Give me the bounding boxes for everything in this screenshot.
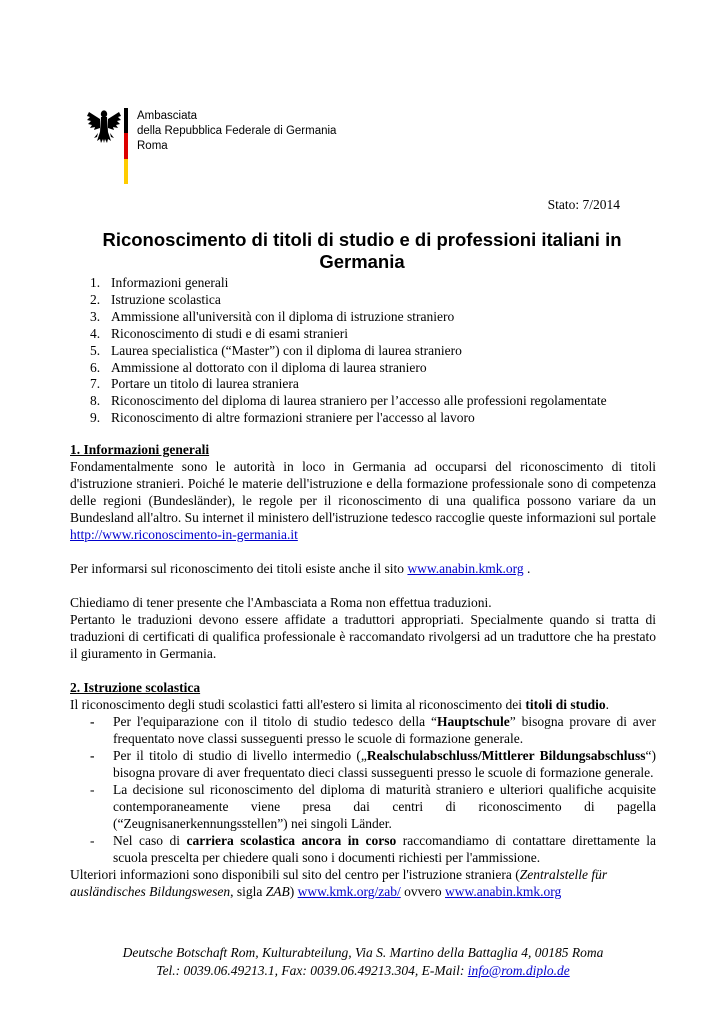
toc-item <box>70 343 607 360</box>
paragraph-text: ) <box>289 884 298 899</box>
paragraph-text: “) bisogna provare di aver frequentato dieci classi susseguenti presso le scuole di formazione generale. <box>113 748 656 780</box>
federal-eagle-icon <box>86 108 122 146</box>
flag-stripe-gold <box>124 159 128 184</box>
section-1-paragraph-1 <box>70 458 656 543</box>
section-2-heading: 2. Istruzione scolastica <box>70 680 201 695</box>
email-link[interactable]: info@rom.diplo.de <box>467 962 570 978</box>
document-status: Stato: 7/2014 <box>547 197 620 212</box>
section-1-paragraph-2 <box>70 560 656 577</box>
paragraph-text: Il riconoscimento degli studi scolastici fatti all'estero si limita al riconoscimento dei <box>70 697 526 712</box>
paragraph-text: . <box>605 697 609 712</box>
toc-number: 1. <box>90 275 101 290</box>
toc-item <box>70 326 607 343</box>
footer-address: Deutsche Botschaft Rom, Kulturabteilung, Via S. Martino della Battaglia 4, 00185 Roma <box>122 945 604 960</box>
bold-text: Realschulabschluss/Mittlerer Bildungsabschluss <box>366 748 646 763</box>
list-item <box>70 832 656 866</box>
page-footer <box>70 944 656 979</box>
toc-text: Informazioni generali <box>111 275 229 290</box>
german-flag-bar <box>124 108 128 184</box>
toc-number: 6. <box>90 359 101 375</box>
embassy-name <box>137 109 336 154</box>
toc-number: 4. <box>90 325 101 341</box>
flag-stripe-black <box>124 108 128 133</box>
toc-number: 2. <box>90 291 101 307</box>
bullet-dash: - <box>90 782 95 797</box>
toc-number: 3. <box>90 308 101 324</box>
section-2-outro <box>70 866 656 900</box>
italic-text: Zentralstelle für ausländisches Bildungswesen <box>70 867 608 899</box>
italic-text: ZAB <box>265 884 290 899</box>
section-1 <box>70 441 656 662</box>
paragraph-text: Pertanto le traduzioni devono essere affidate a traduttori appropriati. Specialmente quando si tratta di traduzioni di certificati di qualifica professionale è raccomandato rivolgersi ad un traduttore che ha prestato il giuramento in Germania. <box>70 612 656 661</box>
toc-text: Istruzione scolastica <box>111 291 221 307</box>
toc-text: Riconoscimento di studi e di esami stranieri <box>111 325 348 341</box>
paragraph-text: ” bisogna provare di aver frequentato nove classi susseguenti presso le scuole di formazione generale. <box>113 714 656 746</box>
table-of-contents <box>70 275 607 427</box>
toc-number: 9. <box>90 410 101 426</box>
kmk-zab-link[interactable]: www.kmk.org/zab/ <box>297 884 401 899</box>
embassy-line-2: della Repubblica Federale di Germania <box>137 125 337 137</box>
section-2-list <box>70 713 656 866</box>
toc-item <box>70 393 607 410</box>
toc-item <box>70 275 607 292</box>
footer-phone-fax: Tel.: 0039.06.49213.1, Fax: 0039.06.49213.304, E-Mail: <box>156 962 468 978</box>
portal-link[interactable]: http://www.riconoscimento-in-germania.it <box>70 527 298 542</box>
paragraph-text: Nel caso di <box>113 833 187 848</box>
bullet-dash: - <box>90 714 95 729</box>
list-item <box>70 747 656 781</box>
footer-contacts <box>70 962 656 980</box>
list-item <box>70 781 656 832</box>
toc-number: 5. <box>90 342 101 358</box>
title-line-1: Riconoscimento di titoli di studio e di professioni italiani in <box>102 229 622 250</box>
paragraph-text: Per il titolo di studio di livello intermedio („ <box>113 748 367 763</box>
paragraph-text: Ulteriori informazioni sono disponibili sul sito del centro per l'istruzione straniera ( <box>70 867 520 882</box>
bold-text: titoli di studio <box>525 697 606 712</box>
paragraph-text: Per informarsi sul riconoscimento dei titoli esiste anche il sito <box>70 561 408 576</box>
toc-item <box>70 360 607 377</box>
paragraph-text: . <box>523 561 531 576</box>
paragraph-text: raccomandiamo di contattare direttamente la scuola prescelta per chiedere quali sono i documenti richiesti per l'ammissione. <box>113 833 656 865</box>
anabin-link[interactable]: www.anabin.kmk.org <box>407 561 524 576</box>
toc-text: Laurea specialistica (“Master”) con il diploma di laurea straniero <box>111 342 462 358</box>
section-2-intro <box>70 696 656 713</box>
toc-item <box>70 309 607 326</box>
bold-text: Hauptschule <box>436 714 510 729</box>
bold-text: carriera scolastica ancora in corso <box>186 833 397 848</box>
list-item <box>70 713 656 747</box>
toc-item <box>70 376 607 393</box>
toc-text: Riconoscimento del diploma di laurea straniero per l’accesso alle professioni regolamentate <box>111 393 607 409</box>
anabin-link[interactable]: www.anabin.kmk.org <box>445 884 562 899</box>
toc-number: 7. <box>90 376 101 392</box>
toc-item <box>70 292 607 309</box>
paragraph-text: Per l'equiparazione con il titolo di studio tedesco della “ <box>113 714 437 729</box>
section-1-paragraph-3 <box>70 594 656 662</box>
paragraph-text: Chiediamo di tener presente che l'Ambasciata a Roma non effettua traduzioni. <box>70 595 492 610</box>
paragraph-text: La decisione sul riconoscimento del diploma di maturità straniero e ulteriori qualifiche acquisite contemporaneamente viene presa dai centri di riconoscimento di pagella (“Zeugnisanerkennungsstellen”) nei singoli Länder. <box>113 782 656 831</box>
paragraph-text: Fondamentalmente sono le autorità in loco in Germania ad occuparsi del riconoscimento di titoli d'istruzione stranieri. Poiché le materie dell'istruzione e della formazione professionale sono di competenza delle regioni (Bundesländer), le regole per il riconoscimento di una qualifica possono variare da un Bundesland all'altro. Su internet il ministero dell'istruzione tedesco raccoglie queste informazioni sul portale <box>70 459 656 525</box>
toc-text: Ammissione al dottorato con il diploma di laurea straniero <box>111 359 427 375</box>
toc-text: Portare un titolo di laurea straniera <box>111 376 299 392</box>
embassy-line-3: Roma <box>137 140 168 152</box>
toc-item <box>70 410 607 427</box>
toc-number: 8. <box>90 393 101 409</box>
flag-stripe-red <box>124 133 128 158</box>
toc-text: Riconoscimento di altre formazioni straniere per l'accesso al lavoro <box>111 410 475 426</box>
paragraph-text: ovvero <box>400 884 445 899</box>
paragraph-text: , sigla <box>230 884 266 899</box>
document-title <box>70 229 654 273</box>
embassy-line-1: Ambasciata <box>137 110 198 122</box>
section-1-heading: 1. Informazioni generali <box>70 442 210 457</box>
section-2 <box>70 679 656 900</box>
bullet-dash: - <box>90 833 95 848</box>
toc-text: Ammissione all'università con il diploma di istruzione straniero <box>111 308 455 324</box>
bullet-dash: - <box>90 748 95 763</box>
title-line-2: Germania <box>319 251 405 272</box>
